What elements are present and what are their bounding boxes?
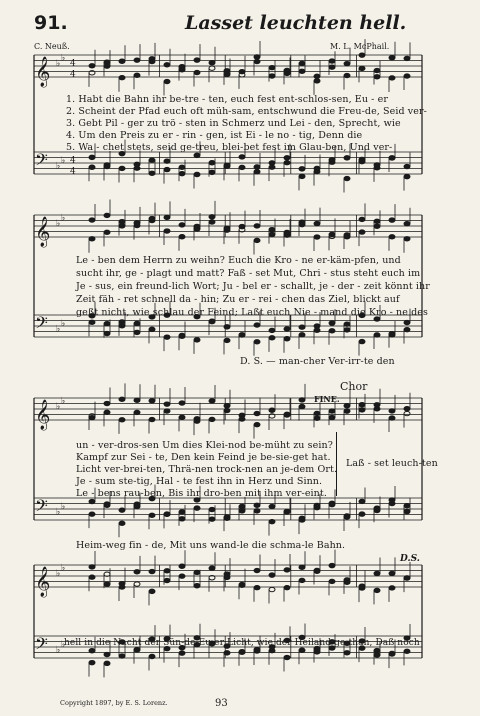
ds-mark: D.S. [400,554,420,564]
composer-right: M. L. McPhail. [330,42,390,51]
chorus-line-1: Heim-weg fin - de, Mit uns wand-le die schma-le Bahn. [76,540,346,551]
svg-text:♭: ♭ [61,563,66,574]
verse3-line-5: Le - bens rau-ben, Bis ihr dro-ben mit ihm ver-eint. [76,488,327,499]
fine-label: FINE. [314,394,340,404]
svg-text:♭: ♭ [56,645,61,656]
svg-text:♭: ♭ [61,53,66,64]
composer-left: C. Neuß. [34,42,70,51]
page-number: 93 [215,698,228,709]
verse-brace [336,432,339,496]
verse3-line-3: Licht ver-brei-ten, Thrä-nen trock-nen an je-dem Ort. [76,464,338,475]
verse-line-5: 5. Wa - chet stets, seid ge-treu, blei-bet fest im Glau-ben, Und ver- [66,142,393,153]
ds-lyric-line: D. S. — man-cher Ver-irr-te den [240,356,395,367]
svg-text:𝄞: 𝄞 [35,567,51,597]
chorus-line-2: hell in die Nacht der Sün-de Eu-er Licht, wie der Heiland ge-than, Daß noch [64,638,420,648]
svg-text:♭: ♭ [56,59,61,69]
refrain-start: Laß - set leuch-ten [346,458,438,469]
verse3-line-2: Kampf zur Sei - te, Den kein Feind je be-sie-get hat. [76,452,331,463]
svg-text:♭: ♭ [56,161,61,172]
svg-text:♭: ♭ [56,324,61,335]
svg-text:𝄞: 𝄞 [35,57,51,87]
svg-text:4: 4 [70,59,76,69]
verse2-line-1: Le - ben dem Herrn zu weihn? Euch die Kro - ne er-käm-pfen, und [76,255,401,266]
hymn-title: Lasset leuchten hell. [185,12,407,34]
verse3-line-4: Je - sum ste-tig, Hal - te fest ihn in Herz und Sinn. [76,476,323,487]
svg-text:♭: ♭ [61,156,66,166]
svg-text:𝄢: 𝄢 [35,495,48,520]
svg-text:𝄢: 𝄢 [35,312,48,337]
copyright: Copyright 1897, by E. S. Lorenz. [60,699,168,707]
svg-text:𝄢: 𝄢 [35,633,48,658]
svg-text:♭: ♭ [61,213,66,224]
verse2-line-3: Je - sus, ein freund-lich Wort; Ju - bel er - schallt, je - der - zeit könnt ihr [76,281,430,292]
verse-line-3: 3. Gebt Pil - ger zu trö - sten in Schmerz und Lei - den, Sprecht, wie [66,118,401,129]
svg-text:♭: ♭ [61,319,66,329]
hymn-number: 91. [34,12,68,34]
verse-line-2: 2. Scheint der Pfad euch oft müh-sam, entschwund die Freu-de, Seid ver- [66,106,427,117]
svg-text:𝄢: 𝄢 [35,149,48,174]
svg-text:♭: ♭ [56,219,61,229]
svg-text:4: 4 [70,70,76,80]
verse2-line-5: geßt nicht, wie schlau der Feind; Laßt euch Nie - mand die Kro - ne des [76,307,428,318]
verse2-line-4: Zeit fäh - ret schnell da - hin; Zu er - rei - chen das Ziel, blickt auf [76,294,400,305]
chorus-label: Chor [340,380,368,393]
verse3-line-1: un - ver-dros-sen Um dies Klei-nod be-müht zu sein? [76,440,333,451]
svg-text:♭: ♭ [56,569,61,579]
svg-text:𝄞: 𝄞 [35,400,51,430]
svg-text:♭: ♭ [61,396,66,407]
svg-text:♭: ♭ [56,402,61,412]
svg-text:4: 4 [70,156,76,166]
svg-text:𝄞: 𝄞 [35,217,51,247]
svg-text:♭: ♭ [61,502,66,512]
svg-text:4: 4 [70,167,76,177]
svg-text:♭: ♭ [61,640,66,650]
verse-line-1: 1. Habt die Bahn ihr be-tre - ten, euch fest ent-schlos-sen, Eu - er [66,94,388,105]
svg-text:♭: ♭ [56,507,61,518]
verse-line-4: 4. Um den Preis zu er - rin - gen, ist Ei - le no - tig, Denn die [66,130,363,141]
verse2-line-2: sucht ihr, ge - plagt und matt? Faß - set Mut, Chri - stus steht euch im [76,268,421,279]
